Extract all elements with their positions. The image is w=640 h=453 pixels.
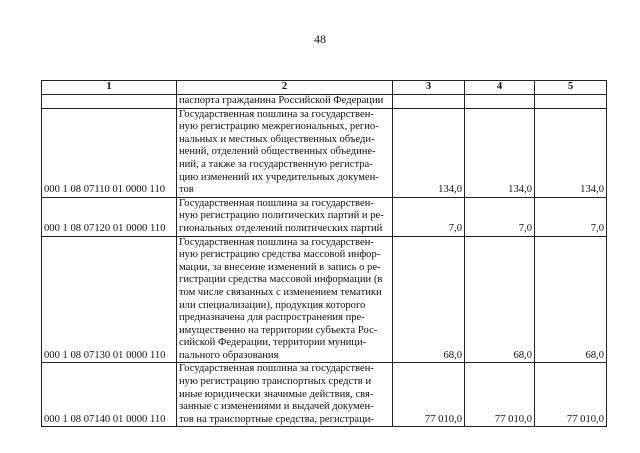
value-col-3: 68,0	[393, 236, 465, 363]
value-col-5: 7,0	[535, 197, 607, 236]
description-line: или специализации), продукция которого	[179, 299, 366, 311]
value-col-5: 68,0	[535, 236, 607, 363]
description-line: ний, а также за государственную регистра-	[179, 158, 373, 170]
column-header-3: 3	[393, 81, 465, 95]
budget-code: 000 1 08 07120 01 0000 110	[42, 197, 177, 236]
value-col-5: 77 010,0	[535, 363, 607, 427]
description-line: ную регистрацию средства массовой инфор-	[179, 249, 381, 261]
description-line: Государственная пошлина за государствен-	[179, 363, 374, 375]
description-line: ную регистрацию межрегиональных, регио-	[179, 121, 379, 133]
description-line: имущественно на территории субъекта Рос-	[179, 324, 378, 336]
description-line: мации, за внесение изменений в запись о ре-	[179, 261, 381, 273]
description-line: нений, отделений общественных объедине-	[179, 146, 376, 158]
row-description	[177, 236, 393, 363]
row-description	[177, 108, 393, 197]
description-line: пального образования	[179, 349, 279, 361]
column-header-5: 5	[535, 81, 607, 95]
description-line: гиональных отделений политических партий	[179, 222, 383, 234]
column-header-2: 2	[177, 81, 393, 95]
value-col-4: 7,0	[465, 197, 535, 236]
description-line: ную регистрацию политических партий и ре-	[179, 210, 384, 222]
table-row	[42, 363, 607, 427]
value-col-4: 68,0	[465, 236, 535, 363]
continuation-row	[42, 95, 607, 109]
description-line: предназначена для распространения пре-	[179, 312, 365, 324]
table-row	[42, 108, 607, 197]
value-col-4: 77 010,0	[465, 363, 535, 427]
column-header-1: 1	[42, 81, 177, 95]
column-header-4: 4	[465, 81, 535, 95]
page-number: 48	[314, 32, 326, 46]
description-line: занные с изменениями и выдачей докумен-	[179, 401, 374, 413]
description-line: Государственная пошлина за государствен-	[179, 236, 374, 248]
row-description	[177, 197, 393, 236]
description-line: Государственная пошлина за государствен-	[179, 197, 374, 209]
continuation-description	[177, 95, 393, 109]
budget-table	[41, 80, 607, 427]
description-line: том числе связанных с изменением тематики	[179, 286, 382, 298]
description-line: нальных и местных общественных объеди-	[179, 133, 375, 145]
description-line: сийской Федерации, территории муници-	[179, 337, 367, 349]
budget-code: 000 1 08 07110 01 0000 110	[42, 108, 177, 197]
row-description	[177, 363, 393, 427]
value-col-3: 7,0	[393, 197, 465, 236]
description-line: тов на транспортные средства, регистраци-	[179, 413, 374, 425]
table-row	[42, 197, 607, 236]
table-row	[42, 236, 607, 363]
description-line: Государственная пошлина за государствен-	[179, 108, 374, 120]
value-col-5: 134,0	[535, 108, 607, 197]
description-line: гистрации средства массовой информации (в	[179, 274, 383, 286]
description-line: цию изменений их учредительных докумен-	[179, 171, 379, 183]
budget-code: 000 1 08 07140 01 0000 110	[42, 363, 177, 427]
description-line: паспорта гражданина Российской Федерации	[179, 95, 384, 106]
description-line: тов	[179, 184, 194, 196]
continuation-code-cell	[42, 95, 177, 109]
header-row	[42, 81, 607, 95]
budget-code: 000 1 08 07130 01 0000 110	[42, 236, 177, 363]
value-col-3: 134,0	[393, 108, 465, 197]
value-col-3: 77 010,0	[393, 363, 465, 427]
description-line: ную регистрацию транспортных средств и	[179, 376, 372, 388]
value-col-4: 134,0	[465, 108, 535, 197]
description-line: иные юридически значимые действия, свя-	[179, 388, 374, 400]
